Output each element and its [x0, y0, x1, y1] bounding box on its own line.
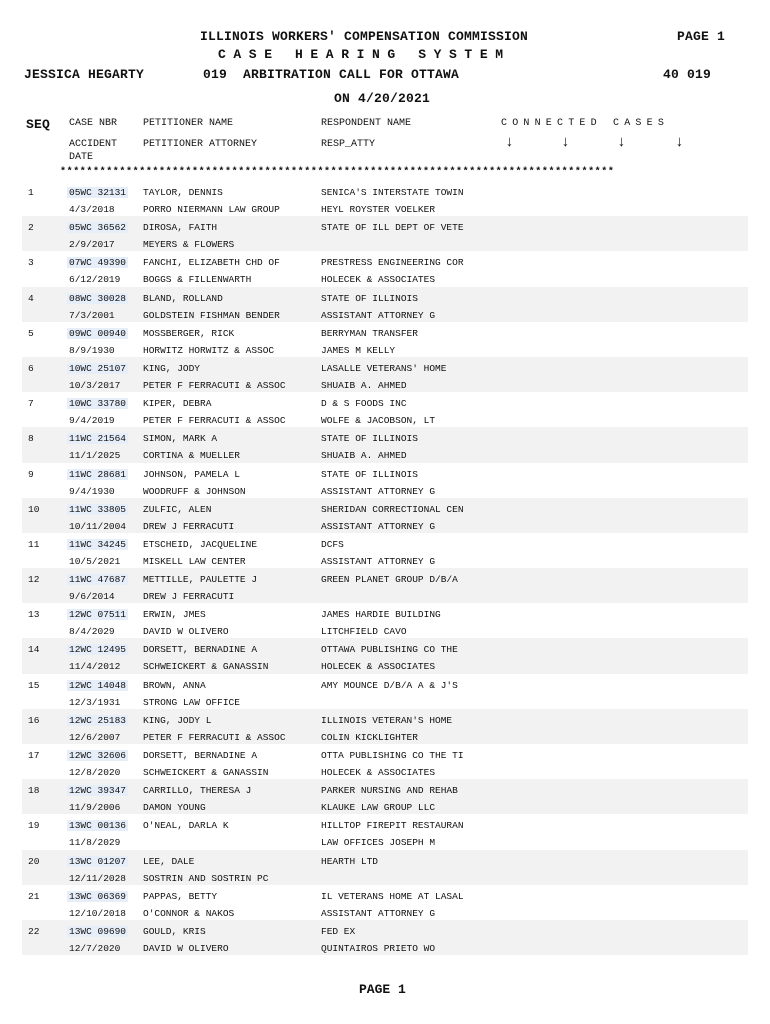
respondent-attorney: SHUAIB A. AHMED: [321, 450, 407, 462]
case-row: [22, 181, 748, 216]
case-row: [22, 216, 748, 251]
accident-date: 9/4/1930: [69, 485, 115, 497]
petitioner-name: TAYLOR, DENNIS: [143, 187, 223, 198]
col-accident: ACCIDENT: [69, 139, 118, 150]
case-row: [22, 533, 748, 568]
case-number: 13WC 00136: [69, 820, 127, 832]
case-number: 05WC 32131: [69, 187, 127, 198]
respondent-name: SENICA'S INTERSTATE TOWIN: [321, 187, 464, 198]
col-petitioner-name: PETITIONER NAME: [143, 118, 234, 129]
case-number: 12WC 14048: [69, 679, 127, 691]
commission-title: ILLINOIS WORKERS' COMPENSATION COMMISSION: [200, 29, 529, 44]
respondent-attorney: HOLECEK & ASSOCIATES: [321, 274, 436, 286]
respondent-name: STATE OF ILLINOIS: [321, 433, 418, 445]
respondent-name: STATE OF ILL DEPT OF VETE: [321, 222, 464, 234]
col-case-nbr: CASE NBR: [69, 118, 118, 129]
petitioner-name: GOULD, KRIS: [143, 925, 206, 937]
petitioner-attorney: PETER F FERRACUTI & ASSOC: [143, 379, 286, 391]
petitioner-name: FANCHI, ELIZABETH CHD OF: [143, 257, 280, 269]
case-number: 12WC 25183: [69, 714, 127, 726]
petitioner-attorney: STRONG LAW OFFICE: [143, 696, 240, 708]
petitioner-name: MOSSBERGER, RICK: [143, 327, 235, 339]
case-row: [22, 744, 748, 779]
accident-date: 10/11/2004: [69, 520, 127, 532]
petitioner-attorney: SCHWEICKERT & GANASSIN: [143, 661, 269, 673]
col-respondent-name: RESPONDENT NAME: [321, 118, 412, 129]
respondent-name: DCFS: [321, 538, 344, 550]
petitioner-attorney: DAVID W OLIVERO: [143, 942, 229, 954]
respondent-name: IL VETERANS HOME AT LASAL: [321, 890, 464, 902]
petitioner-attorney: DREW J FERRACUTI: [143, 520, 235, 532]
case-row: [22, 603, 748, 638]
accident-date: 10/5/2021: [69, 555, 121, 567]
down-arrow-icon: ↓: [675, 134, 685, 151]
col-seq: SEQ: [26, 117, 51, 132]
case-number: 11WC 33805: [69, 503, 127, 515]
respondent-attorney: QUINTAIROS PRIETO WO: [321, 942, 436, 954]
arbitrator-name: JESSICA HEGARTY: [24, 67, 145, 82]
petitioner-name: ETSCHEID, JACQUELINE: [143, 538, 258, 550]
petitioner-name: ERWIN, JMES: [143, 609, 206, 621]
case-number: 13WC 06369: [69, 890, 127, 902]
petitioner-name: JOHNSON, PAMELA L: [143, 468, 240, 480]
case-number: 11WC 47687: [69, 574, 127, 586]
petitioner-attorney: PORRO NIERMANN LAW GROUP: [143, 204, 280, 215]
petitioner-name: DORSETT, BERNADINE A: [143, 644, 258, 656]
row-seq: 6: [28, 362, 34, 374]
case-row: [22, 498, 748, 533]
row-seq: 1: [28, 187, 34, 198]
respondent-attorney: HOLECEK & ASSOCIATES: [321, 661, 436, 673]
respondent-name: PARKER NURSING AND REHAB: [321, 785, 458, 797]
respondent-name: AMY MOUNCE D/B/A A & J'S: [321, 679, 458, 691]
respondent-attorney: ASSISTANT ATTORNEY G: [321, 520, 436, 532]
row-seq: 2: [28, 222, 34, 234]
petitioner-name: BLAND, ROLLAND: [143, 292, 223, 304]
row-seq: 20: [28, 855, 40, 867]
call-code: 40 019: [663, 67, 712, 82]
accident-date: 12/6/2007: [69, 731, 121, 743]
accident-date: 10/3/2017: [69, 379, 121, 391]
accident-date: 11/8/2029: [69, 837, 121, 849]
petitioner-name: LEE, DALE: [143, 855, 195, 867]
case-number: 12WC 39347: [69, 785, 127, 797]
petitioner-name: BROWN, ANNA: [143, 679, 206, 691]
respondent-name: HILLTOP FIREPIT RESTAURAN: [321, 820, 464, 832]
respondent-name: ILLINOIS VETERAN'S HOME: [321, 714, 453, 726]
respondent-name: FED EX: [321, 925, 356, 937]
case-row: [22, 779, 748, 814]
down-arrow-icon: ↓: [505, 134, 515, 151]
row-seq: 5: [28, 327, 34, 339]
case-number: 11WC 21564: [69, 433, 127, 445]
petitioner-name: SIMON, MARK A: [143, 433, 218, 445]
petitioner-name: KIPER, DEBRA: [143, 398, 212, 410]
petitioner-name: CARRILLO, THERESA J: [143, 785, 252, 797]
respondent-attorney: ASSISTANT ATTORNEY G: [321, 309, 436, 321]
petitioner-name: O'NEAL, DARLA K: [143, 820, 229, 832]
case-number: 05WC 36562: [69, 222, 127, 234]
respondent-name: OTTA PUBLISHING CO THE TI: [321, 750, 464, 761]
accident-date: 11/1/2025: [69, 450, 121, 462]
row-seq: 12: [28, 574, 40, 586]
respondent-attorney: SHUAIB A. AHMED: [321, 379, 407, 391]
petitioner-attorney: PETER F FERRACUTI & ASSOC: [143, 731, 286, 743]
case-number: 13WC 01207: [69, 855, 127, 867]
petitioner-attorney: CORTINA & MUELLER: [143, 450, 240, 462]
case-number: 10WC 33780: [69, 398, 127, 410]
hearing-date: ON 4/20/2021: [334, 91, 431, 106]
down-arrow-icon: ↓: [561, 134, 571, 151]
case-number: 10WC 25107: [69, 362, 127, 374]
accident-date: 12/3/1931: [69, 696, 121, 708]
col-date: DATE: [69, 152, 94, 163]
accident-date: 12/11/2028: [69, 872, 127, 884]
case-row: [22, 287, 748, 322]
petitioner-attorney: DAMON YOUNG: [143, 802, 206, 814]
petitioner-attorney: HORWITZ HORWITZ & ASSOC: [143, 344, 275, 356]
petitioner-attorney: MISKELL LAW CENTER: [143, 555, 246, 567]
page-number-bottom: PAGE 1: [359, 982, 406, 997]
case-row: [22, 322, 748, 357]
case-row: [22, 463, 748, 498]
respondent-attorney: HOLECEK & ASSOCIATES: [321, 767, 436, 778]
separator-line: ************************************************************************************: [60, 167, 615, 178]
petitioner-attorney: O'CONNOR & NAKOS: [143, 907, 235, 919]
case-number: 12WC 12495: [69, 644, 127, 656]
row-seq: 16: [28, 714, 40, 726]
case-row: [22, 850, 748, 885]
petitioner-attorney: MEYERS & FLOWERS: [143, 239, 235, 251]
petitioner-name: DORSETT, BERNADINE A: [143, 750, 258, 761]
petitioner-attorney: DAVID W OLIVERO: [143, 626, 229, 638]
accident-date: 12/7/2020: [69, 942, 121, 954]
respondent-attorney: HEYL ROYSTER VOELKER: [321, 204, 436, 215]
case-number: 09WC 00940: [69, 327, 127, 339]
respondent-name: OTTAWA PUBLISHING CO THE: [321, 644, 458, 656]
row-seq: 15: [28, 679, 40, 691]
respondent-attorney: ASSISTANT ATTORNEY G: [321, 555, 436, 567]
accident-date: 12/8/2020: [69, 767, 121, 778]
petitioner-attorney: GOLDSTEIN FISHMAN BENDER: [143, 309, 280, 321]
accident-date: 7/3/2001: [69, 309, 115, 321]
accident-date: 4/3/2018: [69, 204, 115, 215]
accident-date: 12/10/2018: [69, 907, 127, 919]
respondent-attorney: LITCHFIELD CAVO: [321, 626, 407, 638]
system-title: CASE HEARING SYSTEM: [218, 47, 511, 62]
case-number: 12WC 07511: [69, 609, 127, 621]
petitioner-name: KING, JODY: [143, 362, 201, 374]
respondent-name: PRESTRESS ENGINEERING COR: [321, 257, 464, 269]
petitioner-name: KING, JODY L: [143, 714, 212, 726]
case-row: [22, 568, 748, 603]
case-row: [22, 920, 748, 955]
respondent-attorney: ASSISTANT ATTORNEY G: [321, 485, 436, 497]
respondent-name: BERRYMAN TRANSFER: [321, 327, 418, 339]
page-number-top: PAGE 1: [677, 29, 726, 44]
case-row: [22, 674, 748, 709]
row-seq: 8: [28, 433, 34, 445]
row-seq: 19: [28, 820, 40, 832]
respondent-attorney: KLAUKE LAW GROUP LLC: [321, 802, 436, 814]
row-seq: 18: [28, 785, 40, 797]
down-arrow-icon: ↓: [617, 134, 627, 151]
row-seq: 3: [28, 257, 34, 269]
row-seq: 10: [28, 503, 40, 515]
row-seq: 9: [28, 468, 34, 480]
respondent-attorney: LAW OFFICES JOSEPH M: [321, 837, 436, 849]
petitioner-attorney: PETER F FERRACUTI & ASSOC: [143, 415, 286, 427]
respondent-attorney: COLIN KICKLIGHTER: [321, 731, 418, 743]
respondent-name: LASALLE VETERANS' HOME: [321, 362, 447, 374]
petitioner-attorney: SCHWEICKERT & GANASSIN: [143, 767, 269, 778]
petitioner-attorney: SOSTRIN AND SOSTRIN PC: [143, 872, 269, 884]
respondent-name: STATE OF ILLINOIS: [321, 468, 418, 480]
petitioner-attorney: WOODRUFF & JOHNSON: [143, 485, 246, 497]
case-number: 11WC 34245: [69, 538, 127, 550]
accident-date: 11/4/2012: [69, 661, 121, 673]
petitioner-name: PAPPAS, BETTY: [143, 890, 218, 902]
row-seq: 13: [28, 609, 40, 621]
accident-date: 8/9/1930: [69, 344, 115, 356]
respondent-attorney: WOLFE & JACOBSON, LT: [321, 415, 436, 427]
respondent-name: JAMES HARDIE BUILDING: [321, 609, 441, 621]
case-number: 12WC 32606: [69, 750, 127, 761]
row-seq: 21: [28, 890, 40, 902]
petitioner-name: METTILLE, PAULETTE J: [143, 574, 258, 586]
case-row: [22, 251, 748, 286]
row-seq: 14: [28, 644, 40, 656]
respondent-name: SHERIDAN CORRECTIONAL CEN: [321, 503, 464, 515]
case-row: [22, 638, 748, 673]
accident-date: 9/6/2014: [69, 591, 115, 603]
petitioner-attorney: BOGGS & FILLENWARTH: [143, 274, 252, 286]
case-number: 11WC 28681: [69, 468, 127, 480]
case-row: [22, 709, 748, 744]
petitioner-name: DIROSA, FAITH: [143, 222, 218, 234]
respondent-attorney: ASSISTANT ATTORNEY G: [321, 907, 436, 919]
accident-date: 9/4/2019: [69, 415, 115, 427]
col-resp-atty: RESP_ATTY: [321, 139, 376, 150]
respondent-name: D & S FOODS INC: [321, 398, 407, 410]
col-connected-cases: CONNECTED CASES: [501, 118, 670, 129]
row-seq: 7: [28, 398, 34, 410]
accident-date: 2/9/2017: [69, 239, 115, 251]
case-row: [22, 357, 748, 392]
case-number: 13WC 09690: [69, 925, 127, 937]
case-row: [22, 885, 748, 920]
accident-date: 11/9/2006: [69, 802, 121, 814]
case-list: [22, 181, 748, 955]
case-row: [22, 392, 748, 427]
petitioner-attorney: DREW J FERRACUTI: [143, 591, 235, 603]
row-seq: 22: [28, 925, 40, 937]
case-number: 07WC 49390: [69, 257, 127, 269]
respondent-attorney: JAMES M KELLY: [321, 344, 396, 356]
respondent-name: STATE OF ILLINOIS: [321, 292, 418, 304]
case-number: 08WC 30028: [69, 292, 127, 304]
accident-date: 8/4/2029: [69, 626, 115, 638]
petitioner-name: ZULFIC, ALEN: [143, 503, 212, 515]
case-row: [22, 814, 748, 849]
row-seq: 4: [28, 292, 34, 304]
col-petitioner-attorney: PETITIONER ATTORNEY: [143, 139, 258, 150]
row-seq: 11: [28, 538, 40, 550]
row-seq: 17: [28, 750, 40, 761]
case-row: [22, 427, 748, 462]
call-title: 019 ARBITRATION CALL FOR OTTAWA: [203, 67, 460, 82]
accident-date: 6/12/2019: [69, 274, 121, 286]
respondent-name: HEARTH LTD: [321, 855, 379, 867]
respondent-name: GREEN PLANET GROUP D/B/A: [321, 574, 458, 586]
